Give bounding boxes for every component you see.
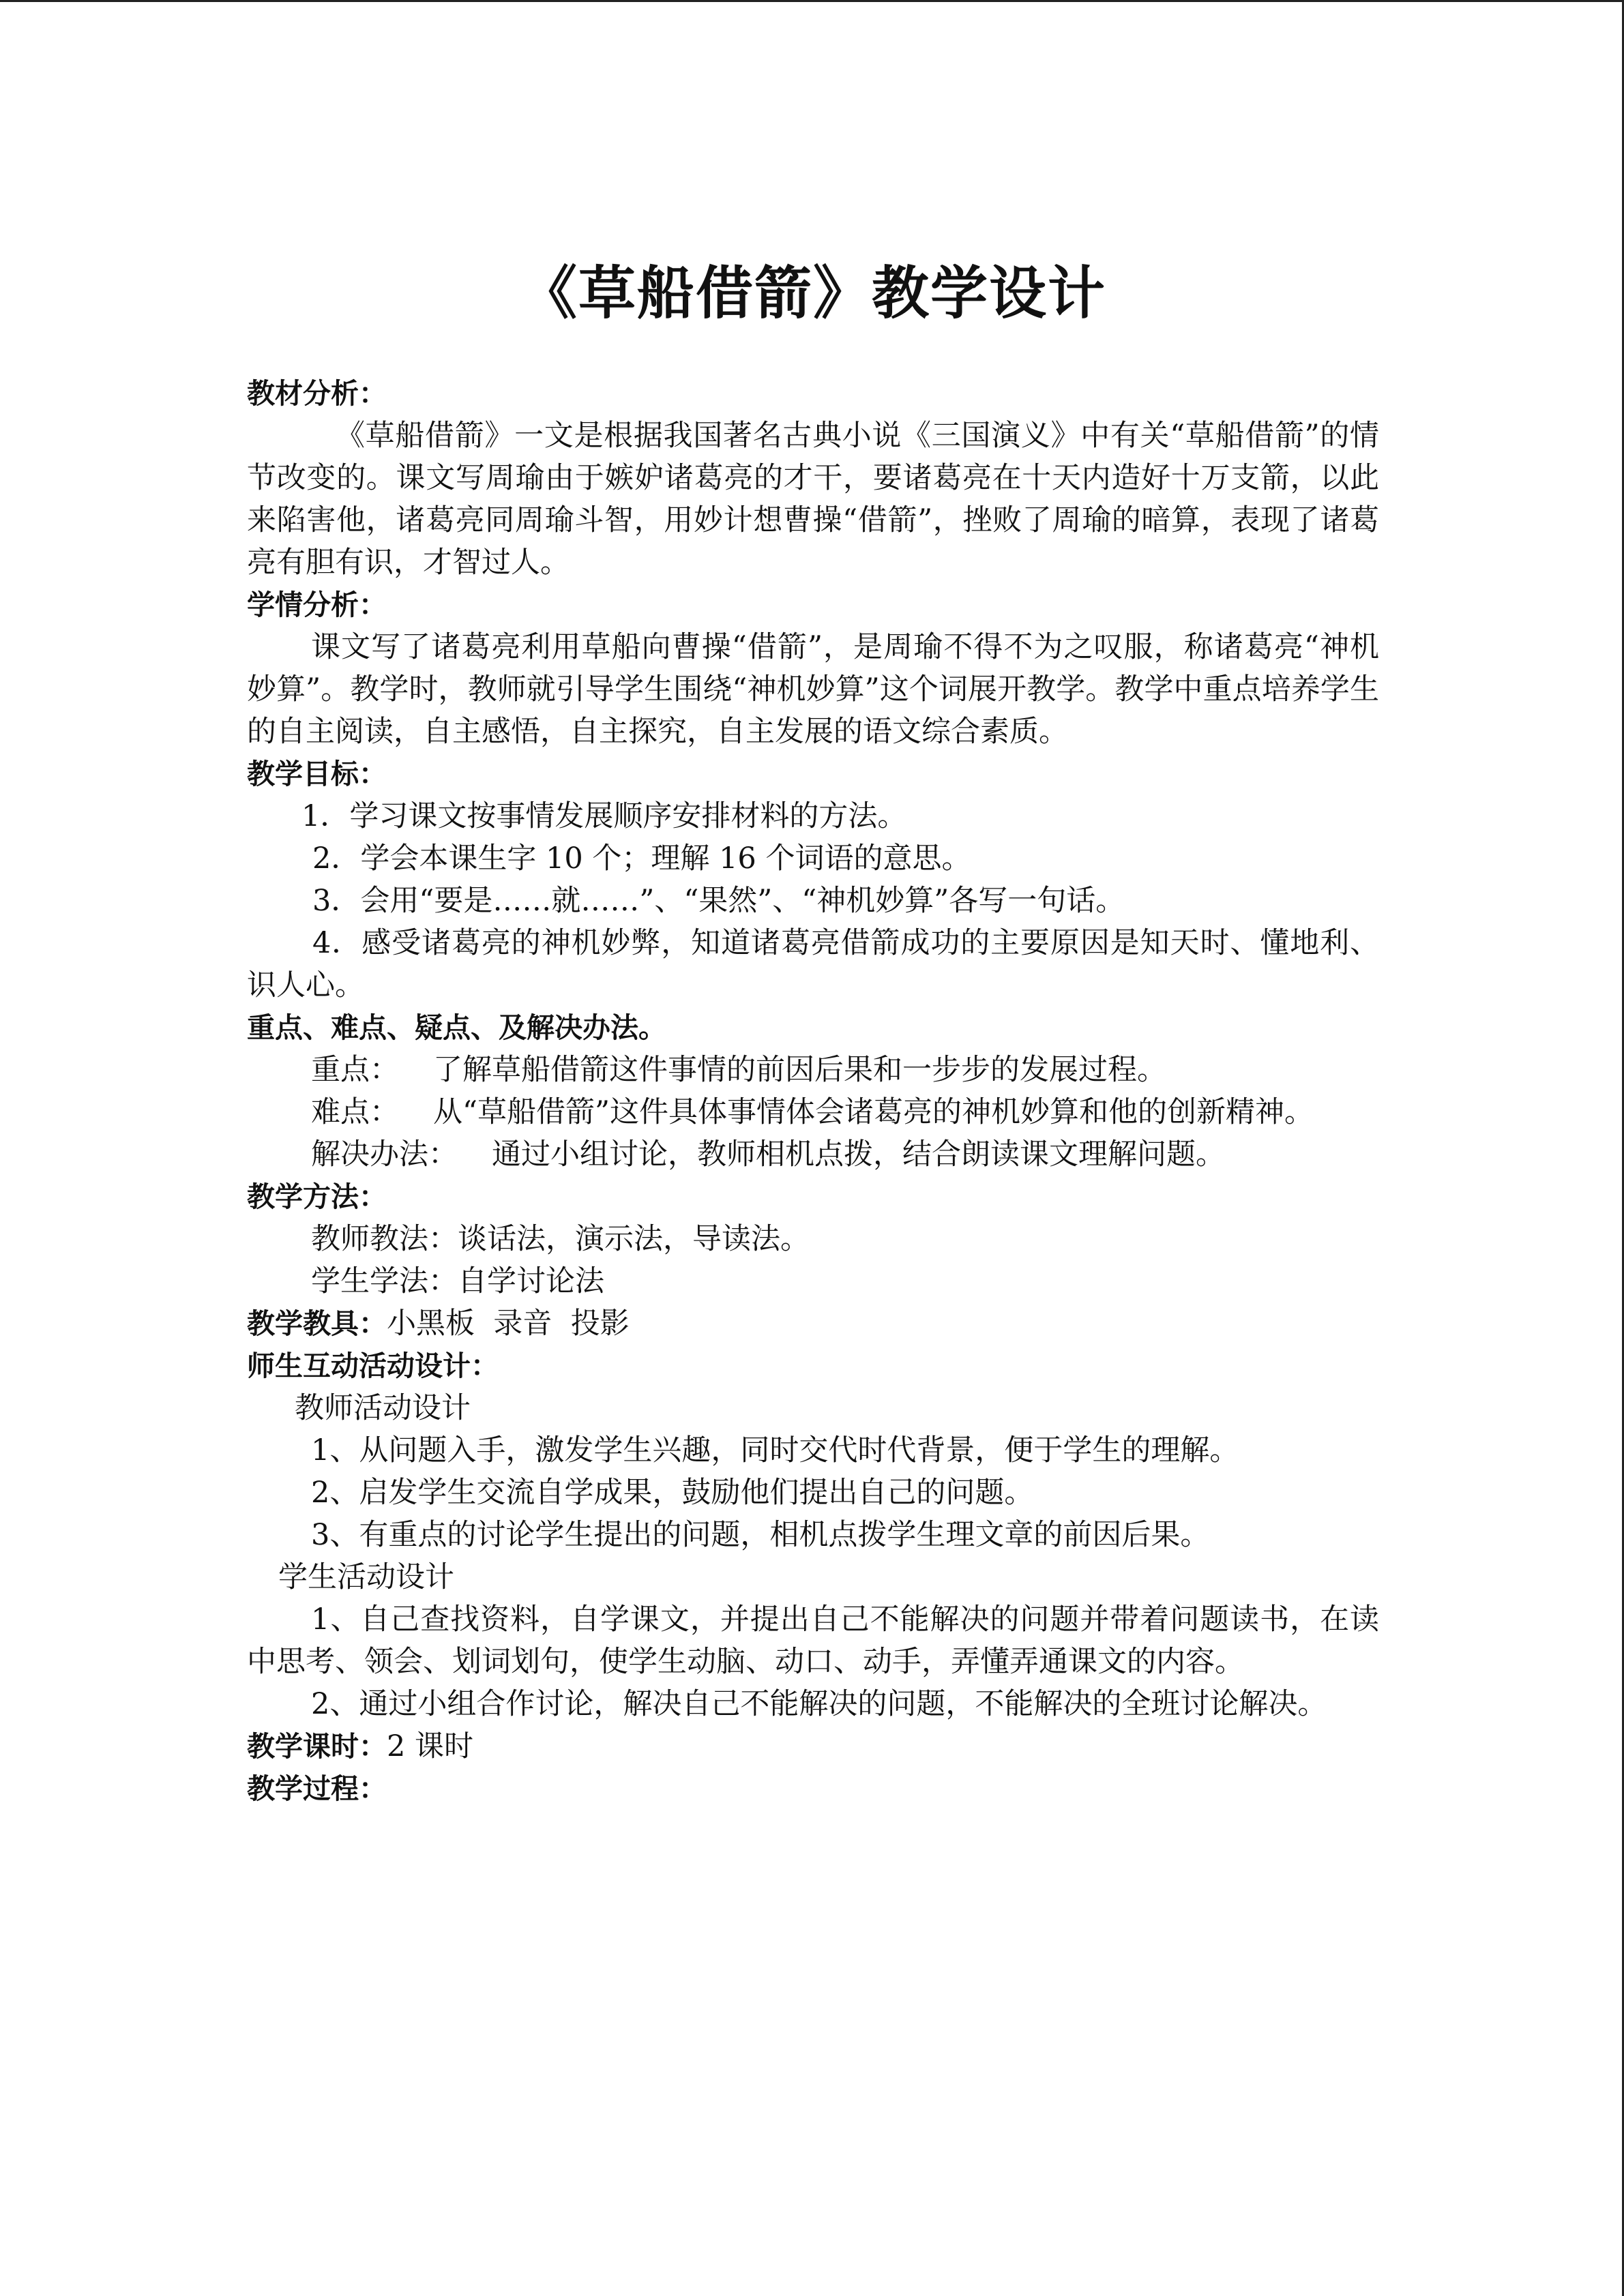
objective-item: 4．感受诸葛亮的神机妙弊，知道诸葛亮借箭成功的主要原因是知天时、懂地利、识人心。 — [247, 926, 1379, 1002]
heading-activities: 师生互动活动设计： — [247, 1350, 499, 1382]
document-title: 《草船借箭》教学设计 — [519, 260, 1106, 327]
student-method: 学生学法：自学讨论法 — [311, 1264, 604, 1298]
teacher-activity-item: 1、从问题入手，激发学生兴趣，同时交代时代背景，便于学生的理解。 — [311, 1433, 1239, 1467]
student-activity-item: 1、自己查找资料，自学课文，并提出自己不能解决的问题并带着问题读书，在读中思考、领会、划词划句，使学生动脑、动口、动手，弄懂弄通课文的内容。 — [247, 1602, 1379, 1679]
objective-item: 2．学会本课生字 10 个；理解 16 个词语的意思。 — [312, 841, 971, 876]
heading-objectives: 教学目标： — [247, 758, 387, 790]
tools-text: 小黑板 录音 投影 — [387, 1307, 630, 1341]
student-activity-item: 2、通过小组合作讨论，解决自己不能解决的问题，不能解决的全班讨论解决。 — [311, 1687, 1327, 1721]
teacher-method: 教师教法：谈话法，演示法，导读法。 — [311, 1222, 810, 1256]
difficulty-label: 难点： — [311, 1095, 399, 1129]
teacher-activity-heading: 教师活动设计 — [295, 1391, 471, 1425]
hours-text: 2 课时 — [387, 1729, 474, 1763]
heading-material-analysis: 教材分析： — [247, 377, 387, 410]
objective-item: 3．会用“要是……就……”、“果然”、“神机妙算”各写一句话。 — [312, 884, 1125, 918]
heading-process: 教学过程： — [247, 1772, 387, 1805]
objective-item: 1．学习课文按事情发展顺序安排材料的方法。 — [301, 799, 907, 833]
solution-label: 解决办法： — [311, 1137, 458, 1172]
heading-hours: 教学课时： — [247, 1730, 387, 1763]
difficulty-line — [247, 1091, 1379, 1133]
student-activity-heading: 学生活动设计 — [278, 1560, 454, 1594]
key-point-label: 重点： — [311, 1053, 399, 1087]
solution-line — [247, 1133, 1379, 1176]
key-point-text: 了解草船借箭这件事情的前因后果和一步步的发展过程。 — [433, 1053, 1166, 1087]
solution-text: 通过小组讨论，教师相机点拨，结合朗读课文理解问题。 — [492, 1137, 1225, 1172]
document-body — [247, 252, 1379, 1810]
key-point-line — [247, 1049, 1379, 1091]
tools-line — [247, 1302, 1379, 1345]
hours-line — [247, 1725, 1379, 1768]
teacher-activity-item: 3、有重点的讨论学生提出的问题，相机点拨学生理文章的前因后果。 — [311, 1518, 1210, 1552]
heading-student-analysis: 学情分析： — [247, 588, 387, 621]
teacher-activity-item: 2、启发学生交流自学成果，鼓励他们提出自己的问题。 — [311, 1476, 1034, 1510]
material-analysis-text: 《草船借箭》一文是根据我国著名古典小说《三国演义》中有关“草船借箭”的情节改变的。课文写周瑜由于嫉妒诸葛亮的才干，要诸葛亮在十天内造好十万支箭，以此来陷害他，诸葛亮同周瑜斗智，用妙计想曹操“借箭”，挫败了周瑜的暗算，表现了诸葛亮有胆有识，才智过人。 — [247, 419, 1379, 580]
difficulty-text: 从“草船借箭”这件具体事情体会诸葛亮的神机妙算和他的创新精神。 — [433, 1095, 1314, 1129]
heading-methods: 教学方法： — [247, 1180, 387, 1213]
student-analysis-text: 课文写了诸葛亮利用草船向曹操“借箭”，是周瑜不得不为之叹服，称诸葛亮“神机妙算”。教学时，教师就引导学生围绕“神机妙算”这个词展开教学。教学中重点培养学生的自主阅读，自主感悟，自主探究，自主发展的语文综合素质。 — [247, 630, 1379, 749]
heading-tools: 教学教具： — [247, 1307, 387, 1340]
heading-key-points: 重点、难点、疑点、及解决办法。 — [247, 1011, 666, 1044]
